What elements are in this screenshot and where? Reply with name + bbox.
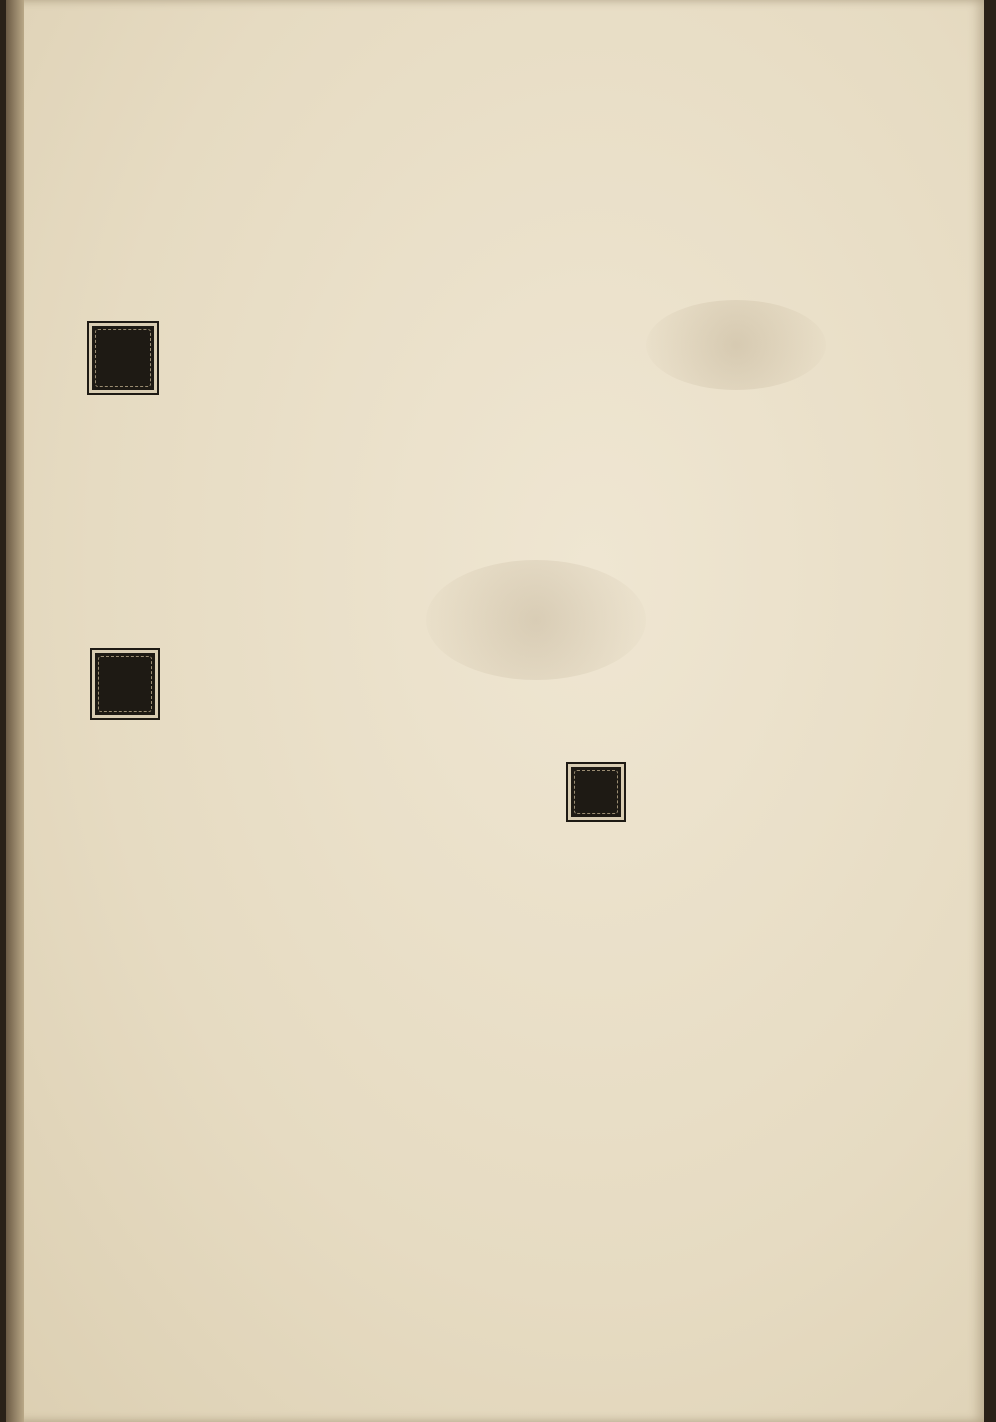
initial-ornament — [95, 329, 151, 387]
page-header — [6, 50, 984, 82]
initial-capital-v-right — [566, 762, 626, 822]
initial-capital-q — [90, 648, 160, 720]
book-page — [6, 0, 984, 1422]
paper-stain — [426, 560, 646, 680]
paper-stain — [646, 300, 826, 390]
initial-capital-v — [87, 321, 159, 395]
initial-ornament — [98, 656, 152, 712]
page-gutter — [6, 0, 24, 1422]
initial-ornament — [574, 770, 618, 814]
